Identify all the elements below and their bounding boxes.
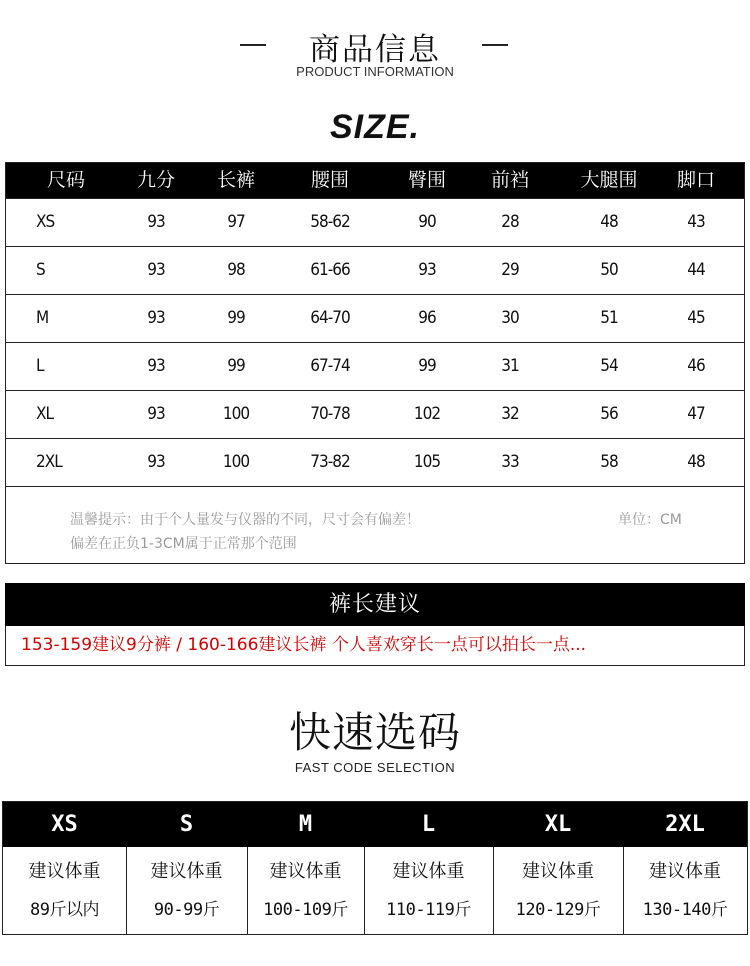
quick-size-cell (623, 847, 747, 934)
size-table-header (6, 163, 744, 198)
col-header: 腰围 (310, 169, 349, 191)
weight-label: 建议体重 (649, 861, 721, 882)
column-divider (126, 847, 127, 934)
value-cell: 44 (687, 260, 705, 280)
weight-range: 130-140斤 (642, 900, 728, 920)
col-header: 长裤 (216, 169, 255, 191)
col-header: 尺码 (46, 169, 85, 191)
size-cell: XL (36, 404, 53, 424)
value-cell: 30 (501, 308, 519, 328)
table-row (6, 438, 744, 486)
col-header: 前裆 (490, 169, 529, 191)
value-cell: 105 (413, 452, 441, 472)
quick-size-header: XS (51, 812, 78, 837)
value-cell: 93 (418, 260, 436, 280)
value-cell: 32 (501, 404, 519, 424)
value-cell: 98 (227, 260, 245, 280)
value-cell: 93 (147, 404, 165, 424)
col-header: 大腿围 (580, 169, 638, 191)
value-cell: 61-66 (310, 260, 350, 280)
quick-size-cell (493, 847, 623, 934)
value-cell: 99 (227, 356, 245, 376)
value-cell: 58-62 (310, 212, 350, 232)
length-advice-box (5, 626, 745, 666)
weight-label: 建议体重 (150, 861, 223, 882)
value-cell: 102 (413, 404, 441, 424)
quick-size-cell (3, 847, 126, 934)
value-cell: 48 (600, 212, 618, 232)
value-cell: 100 (222, 452, 250, 472)
value-cell: 64-70 (310, 308, 350, 328)
value-cell: 47 (687, 404, 705, 424)
value-cell: 28 (501, 212, 519, 232)
size-heading: SIZE. (329, 108, 421, 146)
table-row (6, 342, 744, 390)
value-cell: 46 (687, 356, 705, 376)
value-cell: 43 (687, 212, 705, 232)
value-cell: 48 (687, 452, 705, 472)
value-cell: 29 (501, 260, 519, 280)
size-table (5, 162, 745, 564)
size-note (6, 486, 744, 563)
col-header: 脚口 (676, 169, 715, 191)
weight-label: 建议体重 (392, 861, 465, 882)
table-row (6, 246, 744, 294)
note-line-2: 偏差在正负1-3CM属于正常那个范围 (70, 536, 297, 552)
quick-size-cell (364, 847, 493, 934)
column-divider (623, 847, 624, 934)
value-cell: 45 (687, 308, 705, 328)
size-cell: M (36, 308, 49, 328)
unit-label: 单位：CM (618, 512, 682, 528)
size-cell: 2XL (36, 452, 62, 472)
quick-select-title: 快速选码 (288, 708, 461, 757)
quick-size-cell (126, 847, 247, 934)
quick-size-header: M (298, 812, 313, 837)
quick-size-header: S (179, 812, 194, 837)
weight-label: 建议体重 (269, 861, 342, 882)
size-cell: S (36, 260, 45, 280)
value-cell: 93 (147, 308, 165, 328)
value-cell: 73-82 (310, 452, 350, 472)
col-header: 臀围 (407, 169, 446, 191)
value-cell: 67-74 (310, 356, 350, 376)
value-cell: 97 (227, 212, 245, 232)
weight-range: 120-129斤 (515, 900, 601, 920)
value-cell: 51 (600, 308, 618, 328)
weight-range: 89斤以内 (30, 900, 99, 920)
weight-range: 110-119斤 (386, 900, 471, 920)
value-cell: 54 (600, 356, 618, 376)
column-divider (364, 847, 365, 934)
value-cell: 90 (418, 212, 436, 232)
value-cell: 70-78 (310, 404, 350, 424)
size-cell: L (36, 356, 44, 376)
value-cell: 99 (418, 356, 436, 376)
column-divider (493, 847, 494, 934)
col-header: 九分 (136, 169, 175, 191)
page-subtitle: PRODUCT INFORMATION (296, 64, 454, 79)
value-cell: 50 (600, 260, 618, 280)
quick-size-cell (247, 847, 364, 934)
weight-range: 90-99斤 (153, 900, 220, 920)
value-cell: 100 (222, 404, 250, 424)
value-cell: 99 (227, 308, 245, 328)
column-divider (247, 847, 248, 934)
value-cell: 93 (147, 212, 165, 232)
size-cell: XS (36, 212, 55, 232)
table-row (6, 294, 744, 342)
value-cell: 33 (501, 452, 519, 472)
weight-label: 建议体重 (28, 861, 101, 882)
value-cell: 93 (147, 452, 165, 472)
value-cell: 56 (600, 404, 618, 424)
table-row (6, 390, 744, 438)
length-advice-title: 裤长建议 (5, 583, 745, 626)
quick-size-header: XL (544, 812, 572, 837)
table-row (6, 198, 744, 246)
weight-range: 100-109斤 (263, 900, 348, 920)
value-cell: 58 (600, 452, 618, 472)
length-advice-text: 153-159建议9分裤 / 160-166建议长裤 个人喜欢穿长一点可以拍长一点... (21, 635, 587, 655)
quick-size-header: 2XL (665, 812, 705, 837)
value-cell: 96 (418, 308, 436, 328)
quick-select-header (3, 802, 747, 847)
weight-label: 建议体重 (522, 861, 594, 882)
quick-select-subtitle: FAST CODE SELECTION (294, 760, 456, 775)
quick-size-header: L (421, 812, 436, 837)
value-cell: 31 (501, 356, 519, 376)
value-cell: 93 (147, 356, 165, 376)
note-line-1: 温馨提示：由于个人量发与仪器的不同，尺寸会有偏差！ (70, 512, 420, 528)
page-title: 商品信息 (309, 32, 441, 68)
quick-select-table (2, 801, 748, 935)
header-dash-right (482, 44, 508, 46)
value-cell: 93 (147, 260, 165, 280)
